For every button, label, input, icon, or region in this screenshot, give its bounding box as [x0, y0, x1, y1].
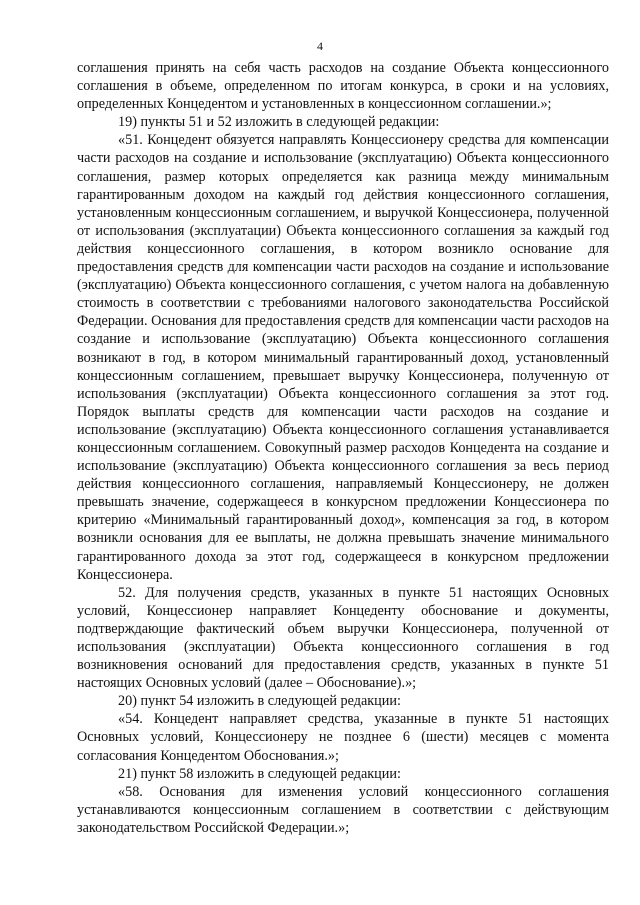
page-number: 4 [317, 39, 323, 53]
clause-54: «54. Концедент направляет средства, указанные в пункте 51 настоящих Основных условий, Концессионеру не позднее 6 (шести) месяцев с момента согласования Концедентом Обоснования.»; [77, 711, 609, 764]
paragraph-continuation: соглашения принять на себя часть расходов на создание Объекта концессионного соглашения в объеме, определенном по итогам конкурса, в сроки и на условиях, определенных Концедентом и установленных в концессионном соглашении.»; [77, 60, 609, 113]
amendment-item-21: 21) пункт 58 изложить в следующей редакции: [118, 765, 401, 782]
clause-51: «51. Концедент обязуется направлять Концессионеру средства для компенсации части расходов на создание и использование (эксплуатацию) Объекта концессионного соглашения, размер которых определяется как разница между минимальным гарантированным доходом на каждый год действия концессионного соглашения, установленным концессионным соглашением, и выручкой Концессионера, полученной от использования (эксплуатации) Объекта концессионного соглашения за каждый год действия концессионного соглашения, в котором возникло основание для предоставления средств для компенсации части расходов на создание и использование (эксплуатацию) Объекта концессионного соглашения, с учетом налога на добавленную стоимость в соответствии с требованиями налогового законодательства Российской Федерации. Основания для предоставления средств для компенсации части расходов на создание и использование (эксплуатацию) Объекта концессионного соглашения возникают в год, в котором минимальный гарантированный доход, установленный концессионным соглашением, превышает выручку Концессионера, полученную от использования (эксплуатации) Объекта концессионного соглашения за этот год. Порядок выплаты средств для компенсации части расходов на создание и использование (эксплуатацию) Объекта концессионного соглашения устанавливается концессионным соглашением. Совокупный размер расходов Концедента на создание и использование (эксплуатацию) Объекта концессионного соглашения за весь период действия концессионного соглашения, направляемый Концессионеру, не должен превышать значение, содержащееся в конкурсном предложении Концессионера по критерию «Минимальный гарантированный доход», компенсация за год, в котором возникли основания для ее выплаты, не должна превышать значение минимального гарантированного дохода за этот год, содержащееся в конкурсном предложении Концессионера. [77, 132, 609, 583]
amendment-item-20: 20) пункт 54 изложить в следующей редакции: [118, 693, 401, 710]
document-body [77, 59, 609, 837]
clause-52: 52. Для получения средств, указанных в пункте 51 настоящих Основных условий, Концессионер направляет Концеденту обоснование и документы, подтверждающие фактический объем выручки Концессионера, полученной от использования (эксплуатации) Объекта концессионного соглашения в год возникновения оснований для предоставления средств, указанных в пункте 51 настоящих Основных условий (далее – Обоснование).»; [77, 584, 609, 692]
amendment-item-19: 19) пункты 51 и 52 изложить в следующей редакции: [118, 114, 440, 131]
clause-58: «58. Основания для изменения условий концессионного соглашения устанавливаются концессионным соглашением в соответствии с действующим законодательством Российской Федерации.»; [77, 783, 609, 836]
